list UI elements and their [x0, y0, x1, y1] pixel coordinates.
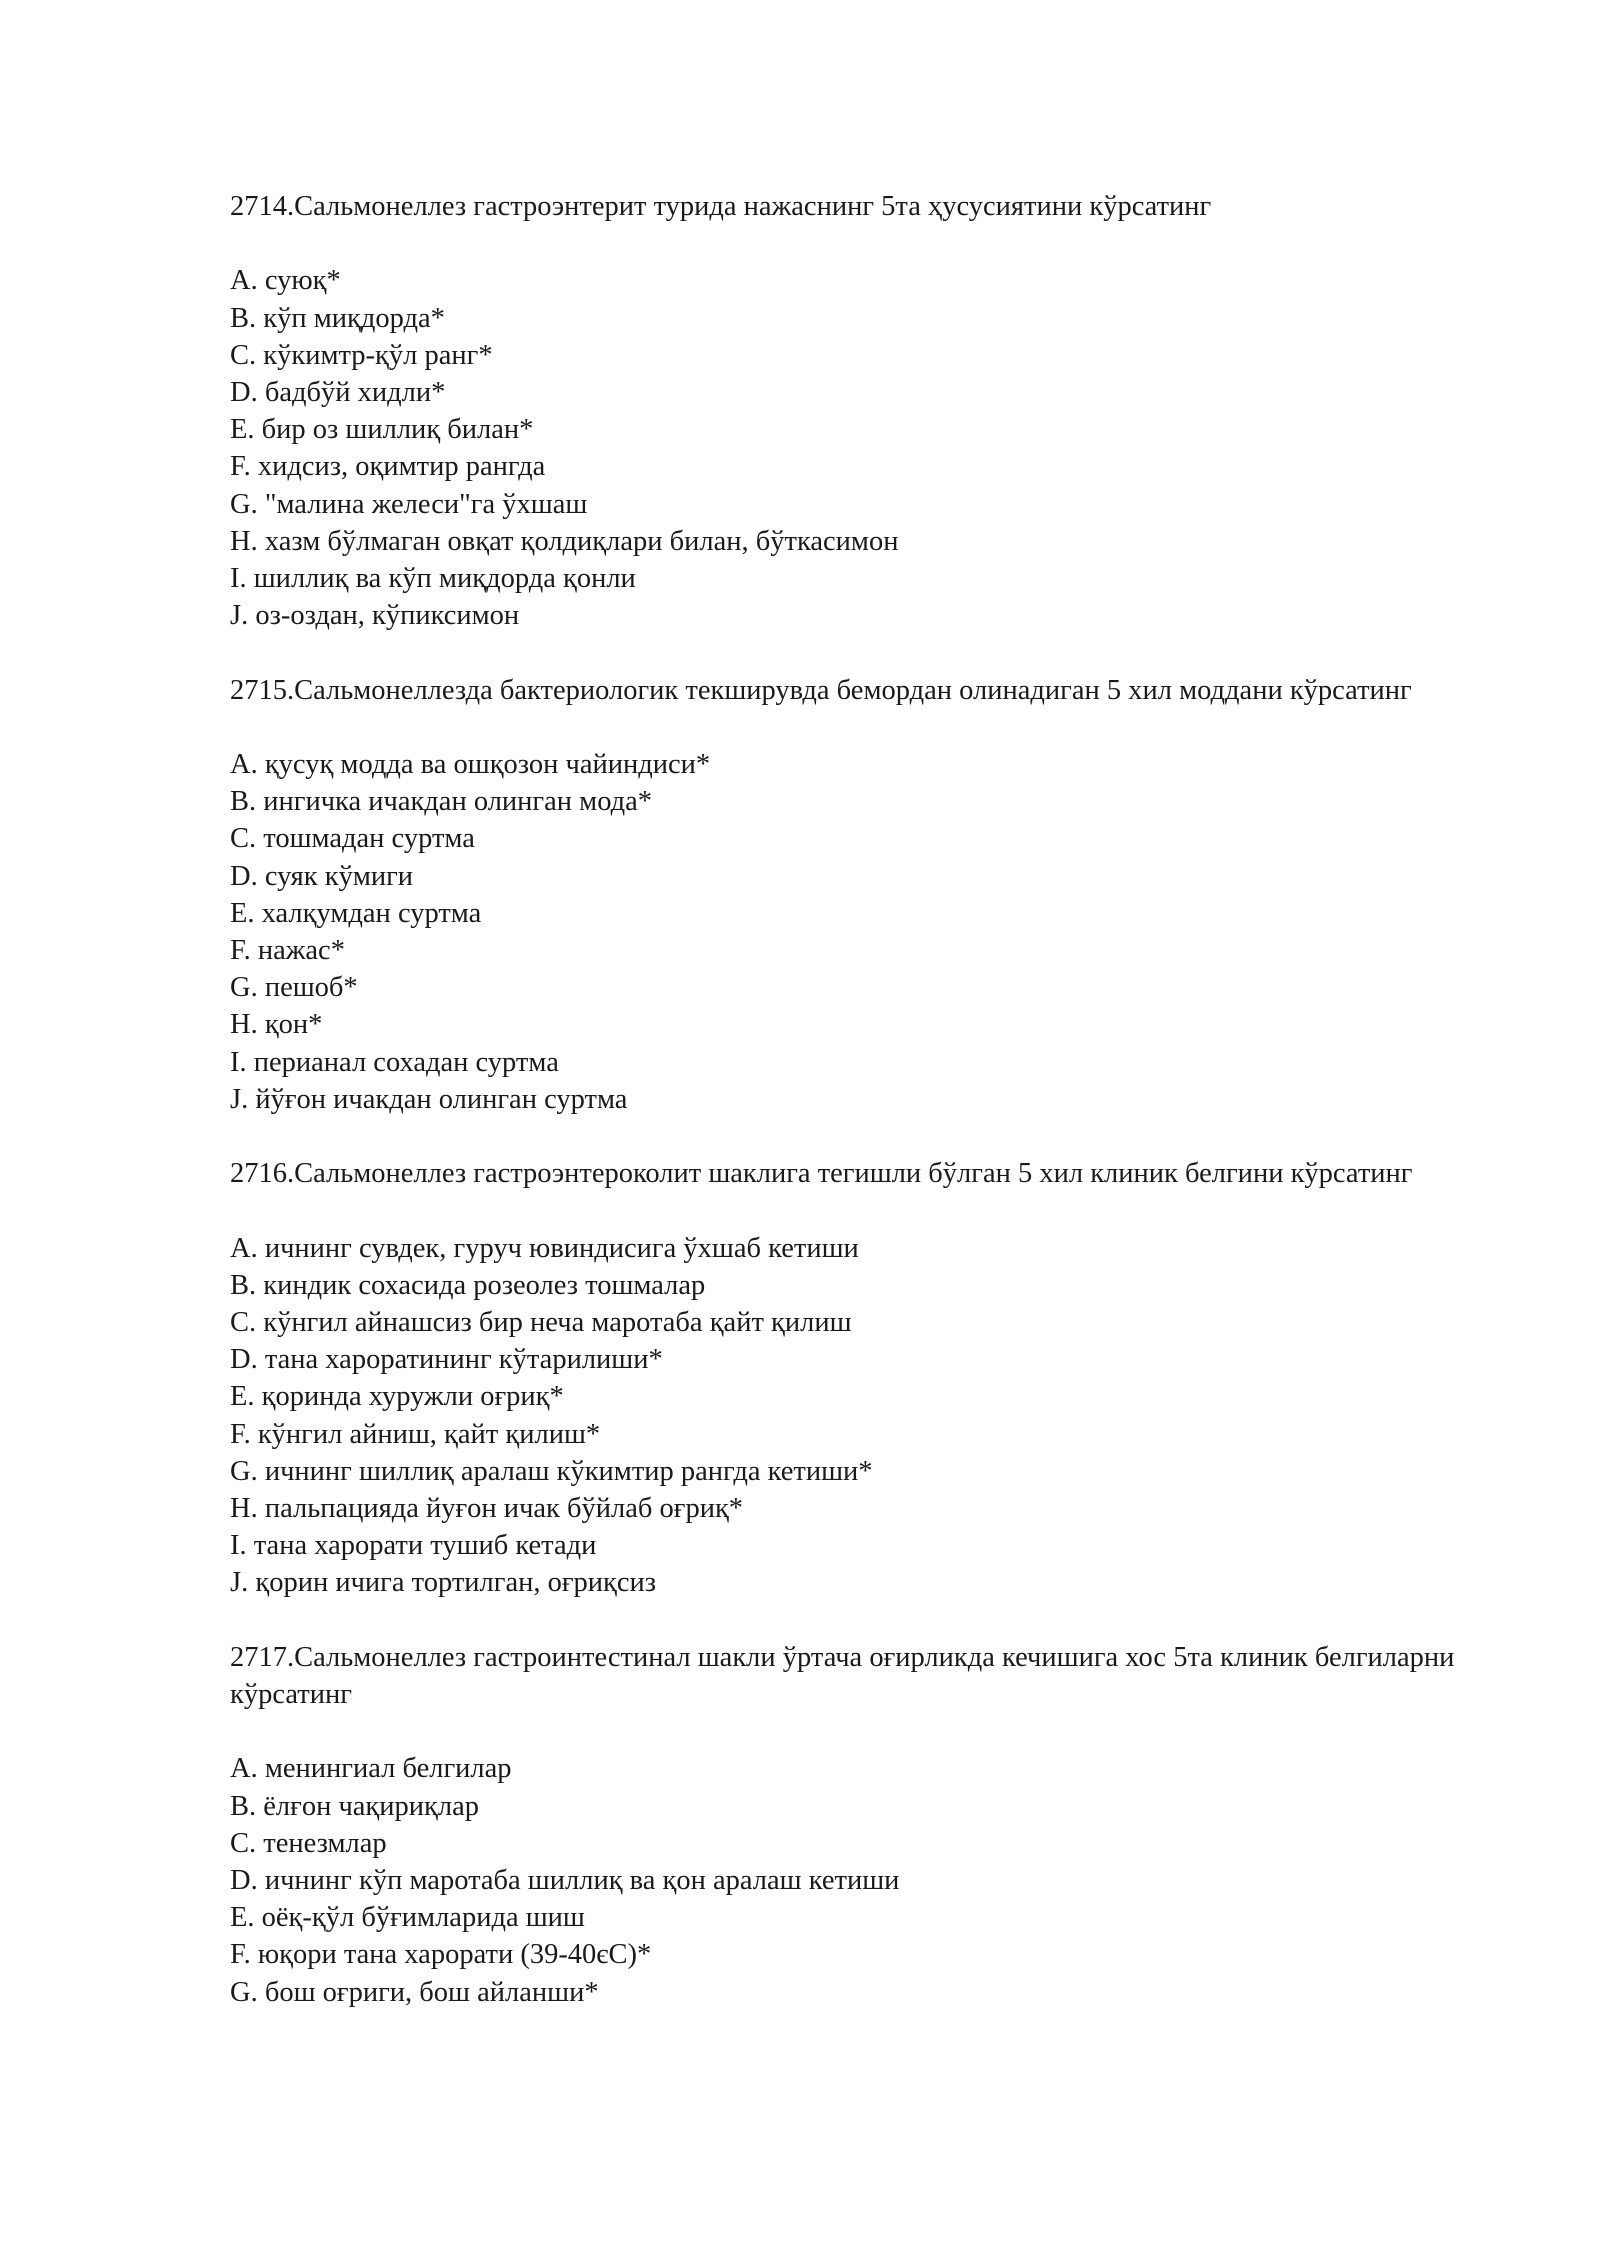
answer-option: H. пальпацияда йуғон ичак бўйлаб оғриқ*	[230, 1493, 744, 1525]
answer-option: D. суяк кўмиги	[230, 860, 414, 892]
answer-option: D. ичнинг кўп маротаба шиллиқ ва қон аралаш кетиши	[230, 1865, 900, 1897]
answer-option: J. қорин ичига тортилган, оғриқсиз	[230, 1567, 657, 1599]
answer-option: F. кўнгил айниш, қайт қилиш*	[230, 1418, 601, 1450]
answer-option: A. суюқ*	[230, 265, 341, 297]
question-block	[230, 672, 1470, 1118]
answer-option: F. юқори тана харорати (39-40єС)*	[230, 1939, 652, 1971]
answer-option: G. бош оғриги, бош айланши*	[230, 1976, 599, 2008]
answer-option: I. перианал сохадан суртма	[230, 1046, 559, 1078]
answer-option: H. қон*	[230, 1009, 323, 1041]
question-block	[230, 188, 1470, 634]
question-list	[230, 188, 1470, 2048]
option-list	[230, 262, 1470, 634]
option-list	[230, 1750, 1470, 2010]
answer-option: B. ёлғон чақириқлар	[230, 1790, 479, 1822]
answer-option: I. шиллиқ ва кўп миқдорда қонли	[230, 563, 636, 595]
answer-option: C. кўнгил айнашсиз бир неча маротаба қайт қилиш	[230, 1307, 852, 1339]
answer-option: F. нажас*	[230, 935, 345, 967]
answer-option: C. тошмадан суртма	[230, 823, 475, 855]
answer-option: C. тенезмлар	[230, 1827, 387, 1859]
question-text: 2714.Сальмонеллез гастроэнтерит турида нажаснинг 5та ҳусусиятини кўрсатинг	[230, 191, 1212, 222]
answer-option: A. қусуқ модда ва ошқозон чайиндиси*	[230, 749, 711, 780]
answer-option: H. хазм бўлмаган овқат қолдиқлари билан, бўткасимон	[230, 525, 899, 557]
answer-option: G. ичнинг шиллиқ аралаш кўкимтир рангда кетиши*	[230, 1455, 873, 1487]
answer-option: F. хидсиз, оқимтир рангда	[230, 451, 546, 483]
answer-option: E. қоринда хуружли оғриқ*	[230, 1381, 564, 1413]
answer-option: A. ичнинг сувдек, гуруч ювиндисига ўхшаб кетиши	[230, 1232, 859, 1264]
question-text: 2715.Сальмонеллезда бактериологик текширувда бемордан олинадиган 5 хил моддани кўрсатинг	[230, 674, 1412, 706]
answer-option: D. тана хароратининг кўтарилиши*	[230, 1344, 663, 1376]
answer-option: G. "малина желеси"га ўхшаш	[230, 488, 588, 520]
question-text: 2717.Сальмонеллез гастроинтестинал шакли ўртача оғирликда кечишига хос 5та клиник белгиларни кўрсатинг	[230, 1641, 1455, 1711]
answer-option: J. йўғон ичакдан олинган суртма	[230, 1083, 628, 1115]
question-block	[230, 1155, 1470, 1601]
option-list	[230, 746, 1470, 1118]
answer-option: C. кўкимтр-қўл ранг*	[230, 339, 493, 371]
answer-option: A. менингиал белгилар	[230, 1753, 512, 1785]
answer-option: B. кўп миқдорда*	[230, 302, 445, 334]
answer-option: G. пешоб*	[230, 972, 358, 1004]
answer-option: B. киндик сохасида розеолез тошмалар	[230, 1269, 706, 1301]
answer-option: J. оз-оздан, кўпиксимон	[230, 600, 520, 632]
answer-option: D. бадбўй хидли*	[230, 377, 446, 408]
answer-option: E. оёқ-қўл бўғимларида шиш	[230, 1902, 585, 1934]
answer-option: E. бир оз шиллиқ билан*	[230, 414, 534, 446]
option-list	[230, 1230, 1470, 1602]
answer-option: I. тана харорати тушиб кетади	[230, 1530, 597, 1562]
question-text: 2716.Сальмонеллез гастроэнтероколит шаклига тегишли бўлган 5 хил клиник белгини кўрсатинг	[230, 1158, 1413, 1190]
answer-option: E. халқумдан суртма	[230, 897, 482, 929]
answer-option: B. ингичка ичакдан олинган мода*	[230, 786, 653, 818]
question-block	[230, 1639, 1470, 2011]
